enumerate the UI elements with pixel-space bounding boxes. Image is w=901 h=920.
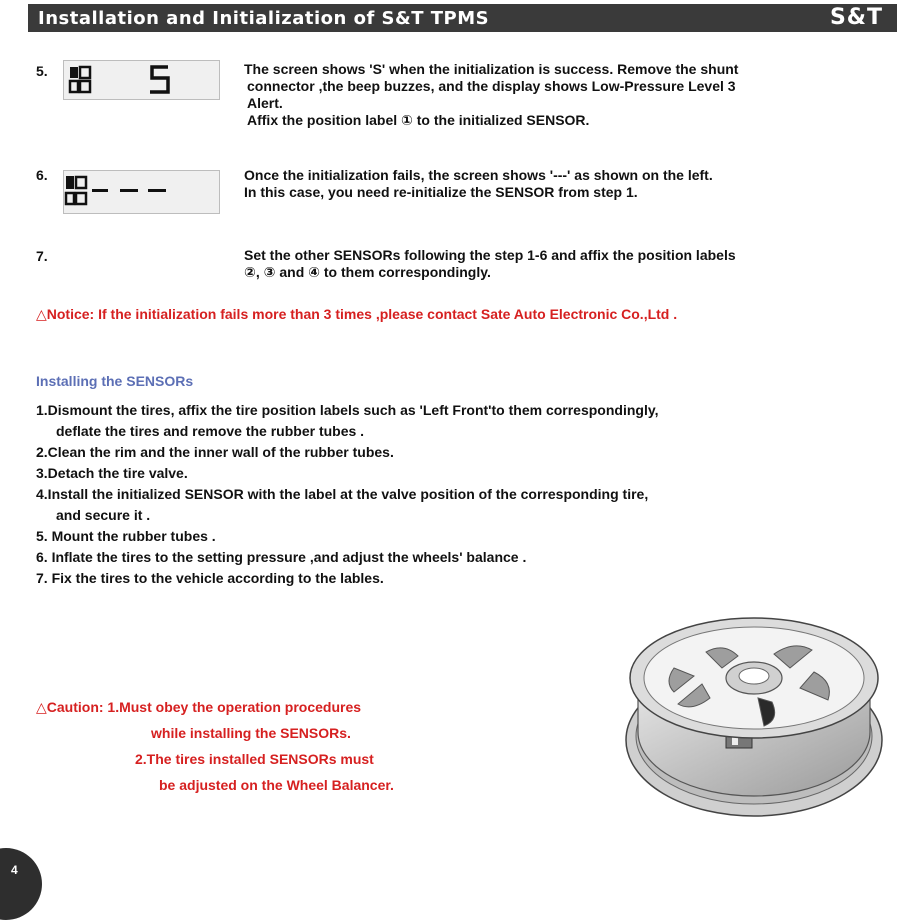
step-number: 6.: [36, 167, 48, 183]
list-item-continuation: deflate the tires and remove the rubber tubes .: [56, 423, 365, 439]
caution-line: while installing the SENSORs.: [151, 725, 351, 741]
brand-logo: S&T: [829, 5, 883, 30]
lcd-display-success: [63, 60, 220, 100]
lcd-digits-icon: [64, 61, 219, 99]
step-line: The screen shows 'S' when the initialization is success. Remove the shunt: [244, 61, 739, 77]
step-line: Once the initialization fails, the screen shows '---' as shown on the left.: [244, 167, 713, 183]
step-line: In this case, you need re-initialize the SENSOR from step 1.: [244, 184, 638, 200]
step-number: 7.: [36, 248, 48, 264]
wheel-rim-illustration: [614, 612, 894, 822]
install-steps-list: [36, 400, 896, 589]
list-item: 2.Clean the rim and the inner wall of the rubber tubes.: [36, 444, 394, 460]
step-line: Affix the position label ① to the initialized SENSOR.: [247, 112, 590, 128]
list-item-text: 4.Install the initialized SENSOR with the label at the valve position of the corresponding tire,: [36, 486, 649, 502]
list-item: [36, 484, 896, 526]
caution-line: 2.The tires installed SENSORs must: [135, 751, 374, 767]
step-line: ②, ③ and ④ to them correspondingly.: [244, 264, 491, 280]
list-item: 3.Detach the tire valve.: [36, 465, 188, 481]
step-6-text: [244, 167, 713, 201]
step-line: connector ,the beep buzzes, and the display shows Low-Pressure Level 3: [247, 78, 736, 94]
list-item: 7. Fix the tires to the vehicle according to the lables.: [36, 570, 384, 586]
step-line: Set the other SENSORs following the step 1-6 and affix the position labels: [244, 247, 736, 263]
list-item-continuation: and secure it .: [56, 507, 151, 523]
list-item-text: 1.Dismount the tires, affix the tire position labels such as 'Left Front'to them correspondingly,: [36, 402, 659, 418]
page-number-tab: [0, 848, 42, 920]
page-number: 4: [11, 863, 18, 877]
list-item: [36, 400, 896, 442]
section-heading: Installing the SENSORs: [36, 373, 194, 389]
step-line: Alert.: [247, 95, 283, 111]
step-5-text: [244, 61, 738, 129]
header-bar: [28, 4, 897, 32]
caution-line: be adjusted on the Wheel Balancer.: [159, 777, 394, 793]
step-number: 5.: [36, 63, 48, 79]
page-title: Installation and Initialization of S&T TPMS: [38, 8, 490, 29]
notice-warning: △Notice: If the initialization fails more than 3 times ,please contact Sate Auto Electronic Co.,Ltd .: [36, 306, 678, 322]
lcd-display-fail: [63, 170, 220, 214]
list-item: 5. Mount the rubber tubes .: [36, 528, 216, 544]
step-7-text: [244, 247, 736, 281]
caution-line: △Caution: 1.Must obey the operation procedures: [36, 699, 362, 715]
lcd-dashes-icon: [64, 171, 219, 213]
list-item: 6. Inflate the tires to the setting pressure ,and adjust the wheels' balance .: [36, 549, 527, 565]
